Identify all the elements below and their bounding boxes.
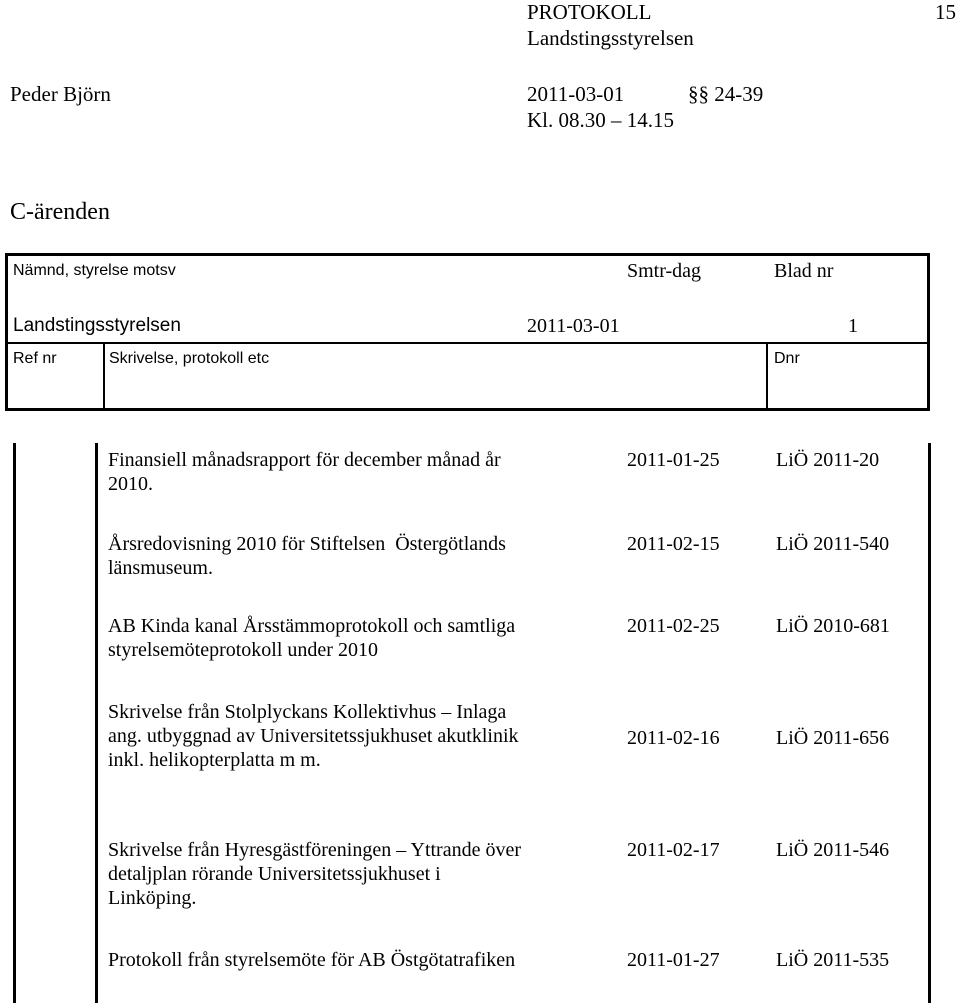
case-description-line: Årsredovisning 2010 för Stiftelsen Östergötlands	[108, 533, 506, 555]
label-case-number: Dnr	[774, 350, 800, 367]
case-description-line: länsmuseum.	[108, 557, 213, 579]
case-date: 2011-02-16	[627, 727, 720, 749]
case-dnr: LiÖ 2011-656	[776, 727, 890, 749]
case-description	[108, 448, 613, 496]
dnr-column-divider	[766, 344, 768, 408]
header-form-box	[5, 253, 930, 411]
meeting-day-value: 2011-03-01	[527, 315, 620, 337]
case-dnr: LiÖ 2011-540	[776, 533, 890, 555]
case-dnr: LiÖ 2010-681	[776, 615, 890, 637]
case-description-line: detaljplan rörande Universitetssjukhuset i	[108, 863, 441, 885]
label-meeting-day: Smtr-dag	[627, 260, 702, 282]
label-sheet-number: Blad nr	[774, 260, 834, 282]
section-title: C-ärenden	[10, 199, 110, 225]
case-date: 2011-02-17	[627, 839, 720, 861]
case-description	[108, 700, 613, 772]
form-divider	[8, 342, 927, 344]
case-description-line: Skrivelse från Hyresgästföreningen – Yttrande över	[108, 839, 522, 861]
label-document-type: Skrivelse, protokoll etc	[109, 350, 270, 367]
case-description-line: styrelsemöteprotokoll under 2010	[108, 639, 378, 661]
case-description	[108, 948, 613, 972]
label-committee: Nämnd, styrelse motsv	[13, 262, 176, 279]
case-date: 2011-01-27	[627, 949, 720, 971]
person-name: Peder Björn	[10, 82, 111, 106]
case-dnr: LiÖ 2011-546	[776, 839, 890, 861]
right-margin-rule	[928, 443, 931, 1003]
case-date: 2011-02-15	[627, 533, 720, 555]
case-description-line: 2010.	[108, 473, 153, 495]
case-dnr: LiÖ 2011-20	[776, 449, 880, 471]
case-description-line: AB Kinda kanal Årsstämmoprotokoll och samtliga	[108, 615, 516, 637]
paragraph-range: §§ 24-39	[688, 82, 764, 106]
case-description-line: Skrivelse från Stolplyckans Kollektivhus – Inlaga	[108, 701, 507, 723]
case-description	[108, 532, 613, 580]
meeting-time: Kl. 08.30 – 14.15	[527, 108, 674, 132]
case-description	[108, 838, 613, 910]
left-margin-rule	[13, 443, 16, 1003]
case-dnr: LiÖ 2011-535	[776, 949, 890, 971]
page-number: 15	[935, 0, 956, 24]
case-date: 2011-02-25	[627, 615, 720, 637]
committee-value: Landstingsstyrelsen	[13, 315, 181, 336]
case-description	[108, 614, 613, 662]
case-date: 2011-01-25	[627, 449, 720, 471]
case-description-line: Protokoll från styrelsemöte för AB Östgötatrafiken	[108, 949, 516, 971]
board-name: Landstingsstyrelsen	[527, 26, 694, 50]
label-ref-number: Ref nr	[13, 350, 57, 367]
case-description-line: inkl. helikopterplatta m m.	[108, 749, 321, 771]
case-description-line: Linköping.	[108, 887, 197, 909]
case-description-line: Finansiell månadsrapport för december månad år	[108, 449, 501, 471]
sheet-number-value: 1	[848, 315, 858, 337]
case-description-line: ang. utbyggnad av Universitetssjukhuset akutklinik	[108, 725, 519, 747]
meeting-date: 2011-03-01	[527, 82, 625, 106]
ref-column-divider	[103, 344, 105, 408]
ref-column-rule	[95, 443, 98, 1003]
document-title: PROTOKOLL	[527, 0, 652, 24]
